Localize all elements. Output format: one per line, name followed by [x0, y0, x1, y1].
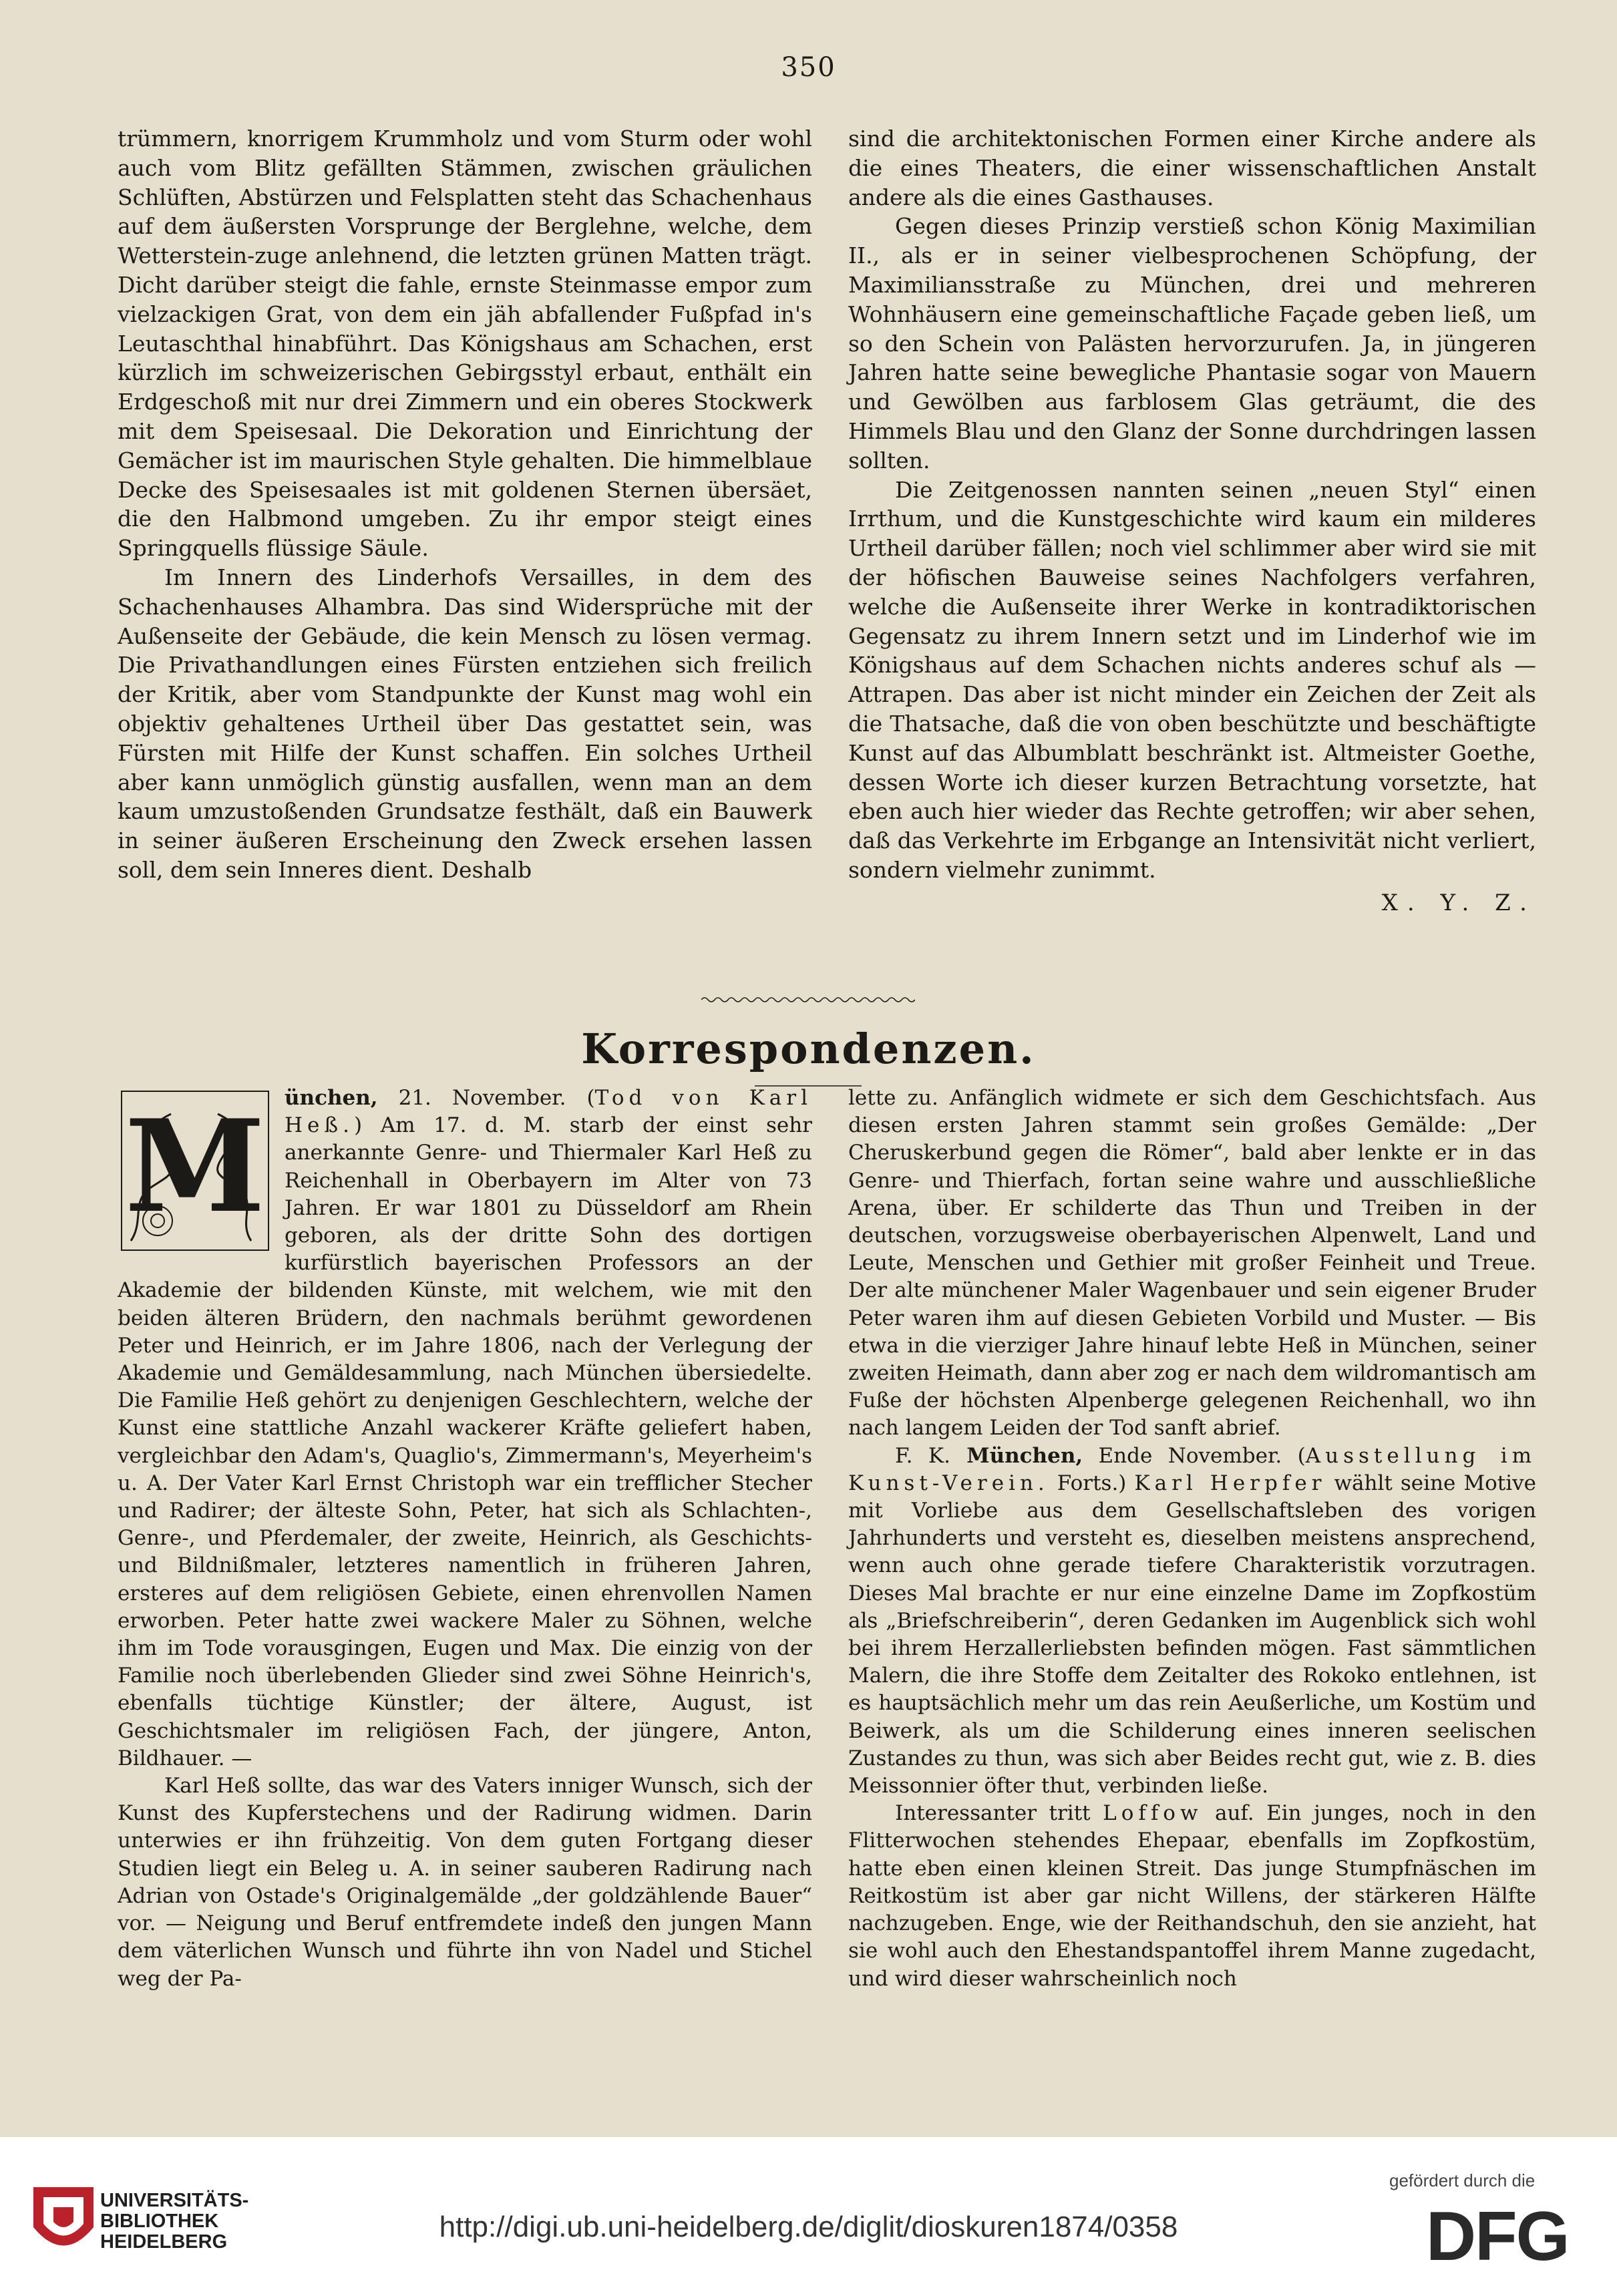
place-name: München,: [950, 1443, 1083, 1468]
author-signature: X. Y. Z.: [1381, 889, 1536, 916]
paragraph: Im Innern des Linderhofs Versailles, in dem des Schachenhauses Alhambra. Das sind Widersprüche mit der Außenseite der Gebäude, die kein Mensch zu lösen vermag. Die Privathandlungen eines Fürsten entziehen sich freilich der Kritik, aber vom Standpunkte der Kunst mag wohl ein objektiv gehaltenes Urtheil über Das gestattet sein, was Fürsten mit Hilfe der Kunst schaffen. Ein solches Urtheil aber kann unmöglich günstig ausfallen, wenn man an dem kaum umzustoßenden Grundsatze festhält, daß ein Bauwerk in seiner äußeren Erscheinung den Zweck ersehen lassen soll, dem sein Inneres dient. Deshalb: [118, 564, 812, 883]
paragraph: [848, 1443, 1536, 1800]
correspondence-column-left: [118, 1085, 812, 1993]
library-line: HEIDELBERG: [100, 2231, 228, 2253]
paragraph: Karl Heß sollte, das war des Vaters inniger Wunsch, sich der Kunst des Kupferstechens und der Radirung widmen. Darin unterwies er ihn frühzeitig. Von dem guten Fortgang dieser Studien liegt ein Beleg u. A. in seiner sauberen Radirung nach Adrian von Ostade's Originalgemälde „der goldzählende Bauer“ vor. — Neigung und Beruf entfremdete indeß den jungen Mann dem väterlichen Wunsch und führte ihn von Nadel und Stichel weg der Pa-: [118, 1774, 812, 1991]
source-url-link[interactable]: http://digi.ub.uni-heidelberg.de/diglit/dioskuren1874/0358: [439, 2211, 1178, 2243]
paragraph: trümmern, knorrigem Krummholz und vom Sturm oder wohl auch vom Blitz gefällten Stämmen, zwischen gräulichen Schlüften, Abstürzen und Felsplatten steht das Schachenhaus auf dem äußersten Vorsprunge der Berglehne, welche, dem Wetterstein-zuge anlehnend, die letzten grünen Matten trägt. Dicht darüber steigt die fahle, ernste Steinmasse empor zum vielzackigen Grat, von dem ein jäh abfallender Fußpfad in's Leutaschthal hinabführt. Das Königshaus am Schachen, erst kürzlich im schweizerischen Gebirgsstyl erbaut, enthält ein Erdgeschoß mit nur drei Zimmern und ein oberes Stockwerk mit dem Speisesaal. Die Dekoration und Einrichtung der Gemächer ist im maurischen Style gehalten. Die himmelblaue Decke des Speisesaales ist mit goldenen Sternen übersäet, die den Halbmond umgeben. Zu ihr empor steigt eines Springquells flüssige Säule.: [118, 126, 812, 562]
paragraph-body: wählt seine Motive mit Vorliebe aus dem Gesellschaftsleben des vorigen Jahrhunderts und versteht es, dieselben meistens ansprechend, wenn auch ohne gerade tiefere Charakteristik vorzutragen. Dieses Mal brachte er nur eine einzelne Dame im Zopfkostüm als „Briefschreiberin“, deren Gedanken im Augenblick sich wohl bei ihrem Herzallerliebsten befinden mögen. Fast sämmtlichen Malern, die ihre Stoffe dem Zeitalter des Rokoko entlehnen, ist es hauptsächlich mehr um das rein Aeußerliche, um Kostüm und Beiwerk, als um die Schilderung eines inneren seelischen Zustandes zu thun, was sich aber Beides recht gut, wie z. B. dies Meissonnier öfter thut, verbinden ließe.: [848, 1471, 1536, 1798]
correspondence-column-right: [848, 1085, 1536, 1993]
date-text: Ende November. (: [1083, 1443, 1306, 1468]
article-column-left: [118, 124, 812, 885]
paragraph: Die Zeitgenossen nannten seinen „neuen Styl“ einen Irrthum, und die Kunstgeschichte wird kaum ein milderes Urtheil darüber fällen; noch viel schlimmer aber wird sie mit der höfischen Bauweise seines Nachfolgers verfahren, welche die Außenseite ihrer Werke in kontradiktorischen Gegensatz zu ihrem Innern setzt und im Linderhof wie im Königshaus auf dem Schachen nichts anderes schuf als — Attrapen. Das aber ist nicht minder ein Zeichen der Zeit als die Thatsache, daß die von oben beschützte und beschäftigte Kunst auf das Albumblatt beschränkt ist. Altmeister Goethe, dessen Worte ich dieser kurzen Betrachtung vorsetzte, hat eben auch hier wieder das Rechte getroffen; wir aber sehen, daß das Verkehrte im Erbgange an Intensivität nicht verliert, sondern vielmehr zunimmt.: [848, 476, 1536, 883]
paragraph: Gegen dieses Prinzip verstieß schon König Maximilian II., als er in seiner vielbesprochenen Schöpfung, der Maximiliansstraße zu München, drei und mehreren Wohnhäusern eine gemeinschaftliche Façade geben ließ, um so den Schein von Palästen hervorzurufen. Ja, in jüngeren Jahren hatte seine bewegliche Phantasie sogar von Mauern und Gewölben aus farblosem Glas geträumt, die des Himmels Blau und den Glanz der Sonne durchdringen lassen sollten.: [848, 213, 1536, 473]
paragraph: [848, 1800, 1536, 1992]
article-column-right: [848, 124, 1536, 918]
spaced-heading: Tod von Karl Heß.: [285, 1086, 812, 1138]
section-title: Korrespondenzen.: [581, 1024, 1036, 1073]
dfg-logo: DFG: [1426, 2198, 1569, 2275]
date-text: 21. November. (: [377, 1086, 595, 1110]
paragraph: [118, 1085, 812, 1772]
author-initials: F. K.: [895, 1443, 950, 1468]
place-name: ünchen,: [285, 1086, 378, 1110]
paragraph: lette zu. Anfänglich widmete er sich dem Geschichtsfach. Aus diesen ersten Jahren stammt sein großes Gemälde: „Der Cheruskerbund gegen die Römer“, bald aber lenkte er in das Genre- und Thierfach, fortan seine wahre und ausschließliche Arena, über. Er schilderte das Thun und Treiben in der deutschen, vorzugsweise oberbayerischen Alpenwelt, Land und Leute, Menschen und Gethier mit großer Feinheit und Treue. Der alte münchener Maler Wagenbauer und sein eigener Bruder Peter waren ihm auf diesen Gebieten Vorbild und Muster. — Bis etwa in die vierziger Jahre hinauf lebte Heß in München, seiner zweiten Heimath, dann aber zog er nach dem wildromantisch am Fuße der höchsten Alpenberge gelegenen Reichenhall, wo ihn nach langem Leiden der Tod sanft abrief.: [848, 1086, 1536, 1441]
ornament-initial-icon: [118, 1087, 273, 1254]
wavy-divider: [701, 995, 915, 1004]
paragraph-lead: Interessanter tritt: [895, 1801, 1103, 1826]
paragraph: sind die architektonischen Formen einer Kirche andere als die eines Theaters, die einer wissenschaftlichen Anstalt andere als die eines Gasthauses.: [848, 126, 1536, 210]
paragraph-body: auf. Ein junges, noch in den Flitterwochen stehendes Ehepaar, ebenfalls im Zopfkostüm, hatte eben einen kleinen Streit. Das junge Stumpfnäschen im Reitkostüm ist aber gar nicht Willens, der stärkeren Hälfte nachzugeben. Enge, wie der Reithandschuh, den sie anzieht, hat sie wohl auch den Ehestandspantoffel ihrem Manne zugedacht, und wird dieser wahrscheinlich noch: [848, 1801, 1536, 1991]
paragraph-body: ) Am 17. d. M. starb der einst sehr anerkannte Genre- und Thiermaler Karl Heß zu Reichenhall in Oberbayern im Alter von 73 Jahren. Er war 1801 zu Düsseldorf am Rhein geboren, als der dritte Sohn des dortigen kurfürstlich bayerischen Professors an der Akademie der bildenden Künste, mit welchem, wie mit den beiden älteren Brüdern, den nachmals berühmt gewordenen Peter und Heinrich, er im Jahre 1806, nach der Verlegung der Akademie und Gemäldesammlung, nach München übersiedelte. Die Familie Heß gehört zu denjenigen Geschlechtern, welche der Kunst eine stattliche Anzahl wackerer Kräfte geliefert haben, vergleichbar den Adam's, Quaglio's, Zimmermann's, Meyerheim's u. A. Der Vater Karl Ernst Christoph war ein trefflicher Stecher und Radirer; der älteste Sohn, Peter, hat sich als Schlachten-, Genre-, und Pferdemaler, der zweite, Heinrich, als Geschichts- und Bildnißmaler, letzteres namentlich in früheren Jahren, ersteres auf dem religiösen Gebiete, einen ehrenvollen Namen erworben. Peter hatte zwei wackere Maler zu Söhnen, welche ihm im Tode vorausgingen, Eugen und Max. Die einzig von der Familie noch überlebenden Glieder sind zwei Söhne Heinrich's, ebenfalls tüchtige Künstler; der ältere, August, ist Geschichtsmaler im religiösen Fach, der jüngere, Anton, Bildhauer. —: [118, 1113, 812, 1770]
page-number: 350: [781, 52, 836, 83]
library-line: UNIVERSITÄTS-: [100, 2190, 249, 2211]
continuation-note: Forts.): [1049, 1471, 1135, 1495]
decorated-initial: [118, 1087, 273, 1254]
artist-name: Loffow: [1103, 1801, 1203, 1826]
library-line: BIBLIOTHEK: [100, 2211, 219, 2232]
artist-name: Karl Herpfer: [1134, 1471, 1326, 1495]
funder-caption: gefördert durch die: [1389, 2170, 1536, 2190]
spaced-heading: Ausstellung im Kunst-Verein.: [848, 1443, 1536, 1495]
initial-letter: M: [124, 1092, 266, 1241]
